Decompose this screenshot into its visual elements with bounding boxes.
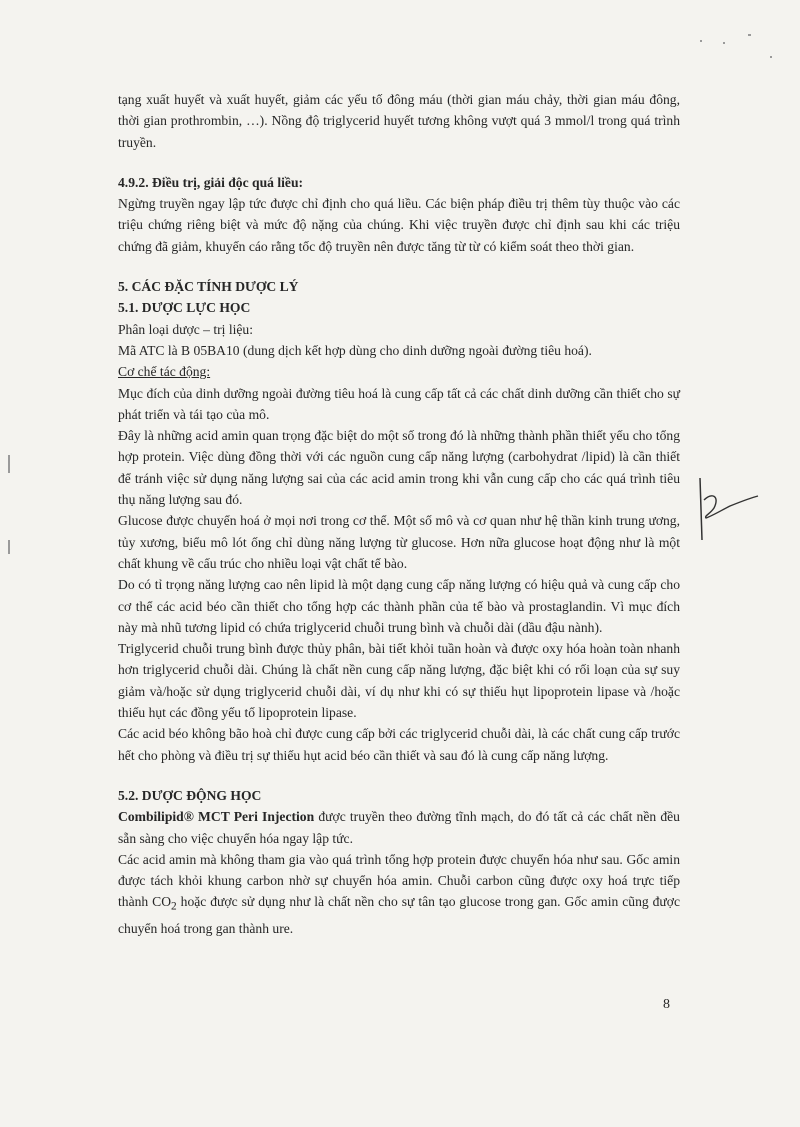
paragraph: Đây là những acid amin quan trọng đặc biệt do một số trong đó là những thành phần thiết yếu cho tổng hợp protein. Việc dùng đồng thời với các nguồn cung cấp năng lượng (carbohydrat /lipid) là cần thiết để tránh việc sử dụng năng lượng sai của các acid amin trong khi vẫn cung cấp cho các quá trình tiêu thụ năng lượng sau đó.: [118, 428, 680, 508]
handwritten-initials: [690, 470, 760, 550]
classification-label: Phân loại dược – trị liệu:: [118, 321, 253, 337]
section-5-1-heading: 5.1. DƯỢC LỰC HỌC: [118, 300, 251, 316]
document-body: [118, 89, 680, 940]
paragraph: Các acid béo không bão hoà chỉ được cung cấp bởi các triglycerid chuỗi dài, là các chất cung cấp trước hết cho phòng và điều trị sự thiếu hụt acid béo cần thiết và sau đó là cung cấp năng lượng.: [118, 726, 680, 763]
scan-mark: [723, 42, 725, 44]
page-number: 8: [663, 997, 670, 1012]
paragraph: Do có tỉ trọng năng lượng cao nên lipid là một dạng cung cấp năng lượng có hiệu quả và cung cấp cho cơ thể các acid béo cần thiết cho tổng hợp các thành phần của tế bào và prostaglandin. Vì mục đích này mà nhũ tương lipid có chứa triglycerid chuỗi trung bình và chuỗi dài (dầu đậu nành).: [118, 577, 680, 635]
subscript: 2: [171, 901, 177, 914]
paragraph: [118, 849, 680, 940]
intro-paragraph: tạng xuất huyết và xuất huyết, giảm các yếu tố đông máu (thời gian máu chảy, thời gian máu đông, thời gian prothrombin, …). Nồng độ triglycerid huyết tương không vượt quá 3 mmol/l trong quá trình truyền.: [118, 92, 680, 150]
section-4-9-2-text: Ngừng truyền ngay lập tức được chỉ định cho quá liều. Các biện pháp điều trị thêm tùy thuộc vào các triệu chứng riêng biệt và mức độ nặng của chúng. Khi việc truyền được chỉ định sau khi các triệu chứng đã giảm, khuyến cáo rằng tốc độ truyền nên được tăng từ từ có kiểm soát theo thời gian.: [118, 196, 680, 254]
paragraph-text: hoặc được sử dụng như là chất nền cho sự tân tạo glucose trong gan. Gốc amin cũng được chuyển hoá trong gan thành ure.: [118, 894, 680, 937]
paragraph: Triglycerid chuỗi trung bình được thủy phân, bài tiết khỏi tuần hoàn và được oxy hóa hoàn toàn nhanh hơn triglycerid chuỗi dài. Chúng là chất nền cung cấp năng lượng, đặc biệt khi có rối loạn của sự suy giảm và/hoặc sử dụng triglycerid chuỗi dài, ví dụ như khi có sự thiếu hụt lipoprotein lipase và /hoặc thiếu hụt các đồng yếu tố lipoprotein lipase.: [118, 641, 680, 721]
paragraph: [118, 806, 680, 849]
product-name: Combilipid® MCT Peri Injection: [118, 809, 315, 825]
paragraph: Mục đích của dinh dưỡng ngoài đường tiêu hoá là cung cấp tất cả các chất dinh dưỡng cần thiết cho sự phát triển và tái tạo của mô.: [118, 385, 680, 422]
paragraph-text: được truyền theo đường tĩnh mạch, do đó tất cả các chất nền đều sẵn sàng cho việc chuyển hóa ngay lập tức.: [118, 809, 680, 846]
paragraph: Glucose được chuyển hoá ở mọi nơi trong cơ thể. Một số mô và cơ quan như hệ thần kinh trung ương, tủy xương, biểu mô lót ống chỉ dùng năng lượng từ glucose. Hơn nữa glucose hoạt động như là một chất khung về cấu trúc cho nhiều loại vật chất tế bào.: [118, 513, 680, 571]
scan-mark: [770, 56, 772, 58]
scan-mark: [700, 40, 702, 42]
section-5-heading: 5. CÁC ĐẶC TÍNH DƯỢC LÝ: [118, 279, 299, 295]
atc-code: Mã ATC là B 05BA10 (dung dịch kết hợp dùng cho dinh dưỡng ngoài đường tiêu hoá).: [118, 342, 592, 358]
section-4-9-2-heading: 4.9.2. Điều trị, giải độc quá liều:: [118, 174, 304, 190]
section-5-2-heading: 5.2. DƯỢC ĐỘNG HỌC: [118, 787, 262, 803]
paragraph-text: Các acid amin mà không tham gia vào quá trình tổng hợp protein được chuyển hóa như sau. Gốc amin được tách khỏi khung carbon nhờ sự chuyển hóa amin. Chuỗi carbon cũng được oxy hoá trực tiếp thành CO: [118, 851, 680, 910]
scan-mark: [8, 455, 10, 473]
mechanism-label: Cơ chế tác động:: [118, 364, 211, 380]
scan-mark: [8, 540, 10, 554]
scan-mark: [748, 34, 751, 36]
